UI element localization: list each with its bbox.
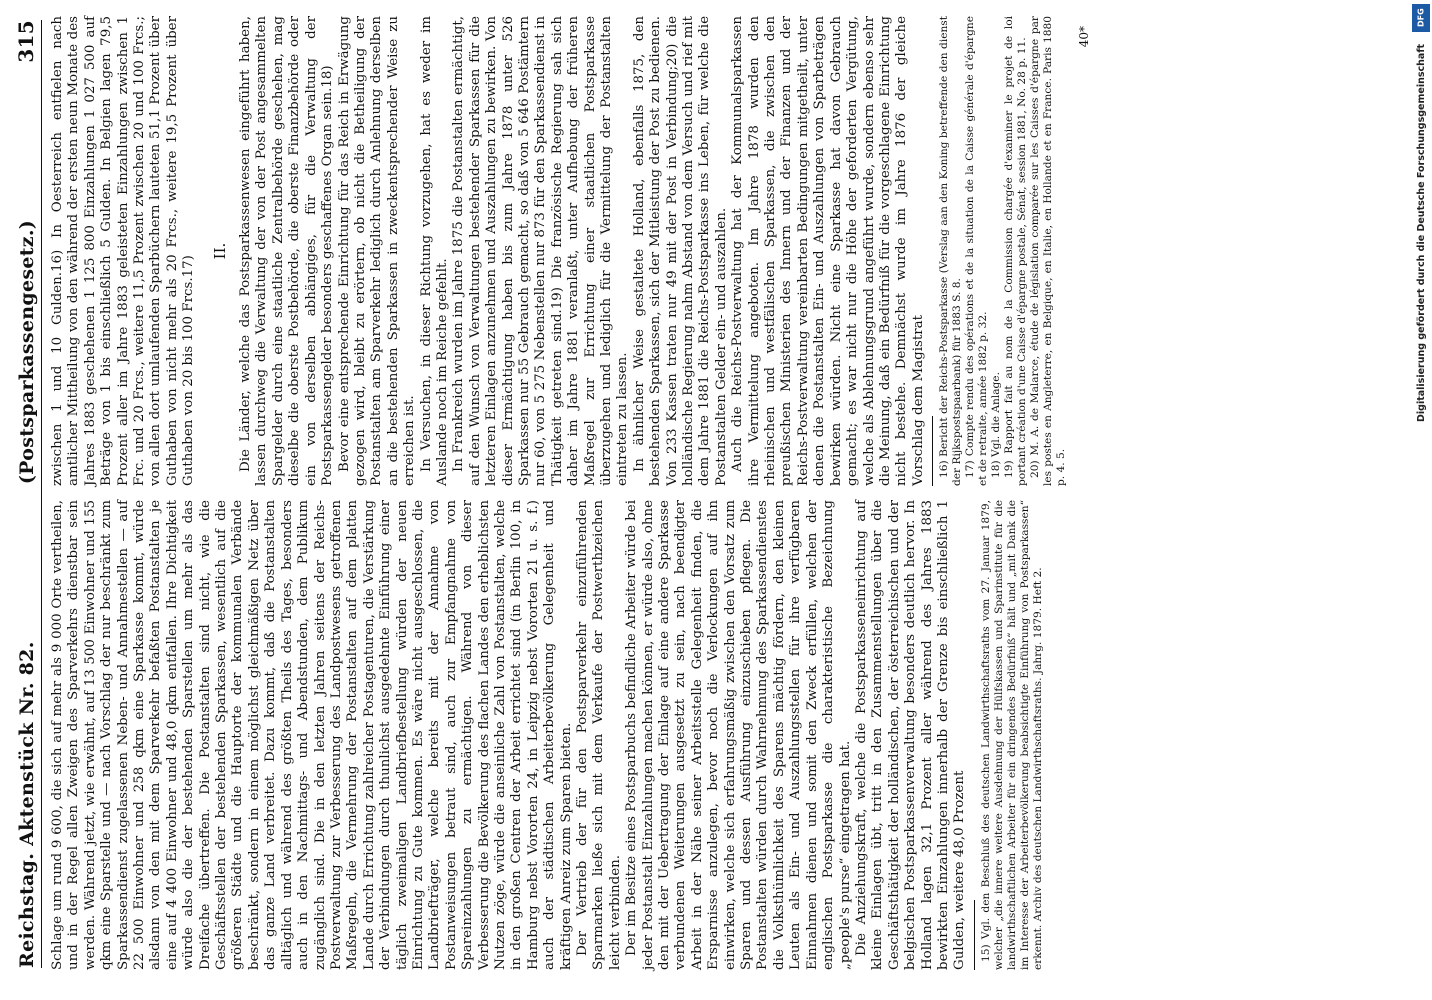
paragraph: Der Vertrieb der für den Postsparverkehr einzuführenden Sparmarken ließe sich mit dem Verkaufe der Postwerthzeichen leicht verbinden. [575, 500, 623, 970]
sheet-signature: 40* [1077, 26, 1092, 48]
footnote: 15) Vgl. den Beschluß des deutschen Landwirthschaftsraths vom 27. Januar 1879, welcher „die innere weitere Ausdehnung der Hülfskassen und Sparinstitute für die landwirthschaftlichen Arbeiter für ein dringendes Bedürfniß“ hält und „mit Dank die im Interesse der Arbeiterbevölkerung beabsichtigte Einführung von Postsparkassen“ erkennt. Archiv des deutschen Landwirthschaftsraths. Jahrg. 1879. Heft 2. [979, 500, 1044, 970]
header-left: Reichstag. Aktenstück Nr. 82. [16, 641, 38, 968]
footnote: 18) Vgl. die Anlage. [990, 372, 1003, 478]
paragraph: zwischen 1 und 10 Gulden.16) In Oesterreich entfielen nach amtlicher Mittheilung von den während der ersten neun Monate des Jahres 1883 geschehenen 1 125 800 Einzahlungen 1 027 500 auf Beträge von 1 bis einschließlich 5 Gulden. In Belgien lagen 79,5 Prozent aller im Jahre 1883 geleisteten Einzahlungen zwischen 1 Frc. und 20 Frcs., weitere 11,5 Prozent zwischen 20 und 100 Frcs.; von allen dort umlaufenden Sparbüchern lauteten 51,1 Prozent über Guthaben von nicht mehr als 20 Frcs., weitere 19,5 Prozent über Guthaben von 20 bis 100 Frcs.17) [50, 16, 197, 486]
paragraph: Bevor eine entsprechende Einrichtung für das Reich in Erwägung gezogen wird, bleibt zu erörtern, ob nicht die Betheiligung der Postanstalten am Sparverkehr lediglich durch Anlehnung derselben an die bestehenden Sparkassen in zweckentsprechender Weise zu erreichen ist. [336, 16, 418, 486]
page-number: 315 [14, 20, 38, 63]
text-columns [50, 16, 1093, 970]
footnote-rule [932, 416, 933, 486]
column-right [50, 16, 1093, 486]
footnote: 19) Rapport fait au nom de la Commission chargée d'examiner le projet de loi portant création d'une Caisse d'épargne postale, Sénat, session 1881, No. 28 p. 11. [1003, 16, 1029, 486]
footnotes-right [938, 16, 1068, 486]
dfg-logo: DFG [1412, 4, 1430, 32]
paragraph: In Frankreich wurden im Jahre 1875 die Postanstalten ermächtigt, auf den Wunsch von Verwaltungen bestehender Sparkassen für die letzteren Einlagen anzunehmen und Auszahlungen zu bewirken. Von dieser Ermächtigung haben bis zum Jahre 1878 unter 526 Sparkassen nur 55 Gebrauch gemacht, so daß von 5 646 Postämtern nur 60, von 5 275 Nebenstellen nur 873 für den Sparkassendienst in Thätigkeit getreten sind.19) Die französische Regierung sah sich daher im Jahre 1881 veranlaßt, unter Aufhebung der früheren Maßregel zur Errichtung einer staatlichen Postsparkasse überzugehen und lediglich für die Vermittelung der Postanstalten eintreten zu lassen. [451, 16, 631, 486]
page-header [14, 20, 42, 968]
paragraph: Schlage um rund 9 600, die sich auf mehr als 9 000 Orte vertheilen, und in der Regel allen Zweigen des Sparverkehrs dienstbar sein werden. Während jetzt, wie erwähnt, auf 13 500 Einwohner und 155 qkm eine Sparstelle und — nach Vorschlag der nur beschränkt zum Sparkassendienst zugelassenen Neben- und Annahmestellen — auf 22 500 Einwohner und 258 qkm eine Sparkasse kommt, würde alsdann von den mit dem Sparverkehr befaßten Postanstalten je eine auf 4 400 Einwohner und 48,0 qkm entfallen. Ihre Dichtigkeit würde also die der bestehenden Sparstellen um mehr als das Dreifache übertreffen. Die Postanstalten sind nicht, wie die Geschäftsstellen der bestehenden Sparkassen, wesentlich auf die größeren Städte und die Hauptorte der kommunalen Verbände beschränkt, sondern in einem möglichst gleichmäßigen Netz über das ganze Land verbreitet. Dazu kommt, daß die Postanstalten alltäglich und während des größten Theils des Tages, besonders auch in den Nachmittags- und Abendstunden, dem Publikum zugänglich sind. Die in den letzten Jahren seitens der Reichs-Postverwaltung zur Verbesserung des Landpostwesens getroffenen Maßregeln, die Vermehrung der Postanstalten auf dem platten Lande durch Errichtung zahlreicher Postagenturen, die Verstärkung der Verbindungen durch thunlichst ausgedehnte Einführung einer täglich zweimaligen Landbriefbestellung würden der neuen Einrichtung zu Gute kommen. Es wäre nicht ausgeschlossen, die Landbriefträger, welche bereits mit der Annahme von Postanweisungen betraut sind, auch zur Empfangnahme von Spareinzahlungen zu ermächtigen. Während von dieser Verbesserung die Bevölkerung des flachen Landes den erheblichsten Nutzen zöge, würde die anseinliche Zahl von Postanstalten, welche in den großen Centren der Arbeit errichtet sind (in Berlin 100, in Hamburg nebst Vororten 24, in Leipzig nebst Vororten 21 u. s. f.) auch der städtischen Arbeiterbevölkerung Gelegenheit und kräftigen Anreiz zum Sparen bieten. [50, 500, 574, 970]
paragraph: Die Länder, welche das Postsparkassenwesen eingeführt haben, lassen durchweg die Verwaltung der von der Post angesammelten Spargelder durch eine staatliche Zentralbehörde geschehen, mag dieselbe die oberste Postbehörde, die oberste Finanzbehörde oder ein von derselben abhängiges, für die Verwaltung der Postsparkassengelder besonders geschaffenes Organ sein.18) [238, 16, 336, 486]
paragraph: Auch die Reichs-Postverwaltung hat der Kommunalsparkassen ihre Vermittelung angeboten. Im Jahre 1878 wurden den rheinischen und westfälischen Sparkassen, die zwischen den preußischen Ministerien des Innern und der Finanzen und der Reichs-Postverwaltung vereinbarten Bedingungen mitgetheilt, unter denen die Postanstalten Ein- und Auszahlungen von Sparbeträgen bewirken würden. Nicht eine Sparkasse hat davon Gebrauch gemacht; es war nicht nur die Höhe der geforderten Vergütung, welche als Ablehnungsgrund angeführt wurde, sondern ebenso sehr die Meinung, daß ein Bedürfniß für die vorgeschlagene Einrichtung nicht bestehe. Demnächst wurde im Jahre 1876 der gleiche Vorschlag dem Magistrat [730, 16, 926, 486]
column-left [50, 500, 1093, 970]
footnotes-left [980, 500, 1045, 970]
paragraph: In Versuchen, in dieser Richtung vorzugehen, hat es weder im Auslande noch im Reiche gefehlt. [418, 16, 450, 486]
paragraph: Die Anziehungskraft, welche die Postsparkasseneinrichtung auf kleine Einlagen übt, tritt in den Zusammenstellungen über die Geschäftsthätigkeit der holländischen, der österreichischen und der belgischen Postsparkassenverwaltung besonders deutlich hervor. In Holland lagen 32,1 Prozent aller während des Jahres 1883 bewirkten Einzahlungen innerhalb der Grenze bis einschließlich 1 Gulden, weitere 48,0 Prozent [853, 500, 968, 970]
footnote: 16) Bericht der Reichs-Postsparkasse (Verslag aan den Koning betreffende den dienst der Rijkspostspaarbank) für 1883 S. 8. [938, 16, 964, 486]
digitization-margin [1410, 0, 1432, 1000]
paragraph: In ähnlicher Weise gestaltete Holland, ebenfalls 1875, den bestehenden Sparkassen, sich der Mitleistung der Post zu bedienen. Von 233 Kassen traten nur 49 mit der Post in Verbindung;20) die holländische Regierung nahm Abstand von dem Versuch und rief mit dem Jahre 1881 die Reichs-Postsparkasse ins Leben, für welche die Postanstalten Gelder ein- und auszahlen. [631, 16, 729, 486]
footnote: 17) Compte rendu des opérations et de la situation de la Caisse générale d'épargne et de retraite, année 1882 p. 32. [964, 16, 990, 486]
section-heading: II. [210, 242, 229, 260]
footnote: 20) M. A. de Malarce, étude de législation comparée sur les Caisses d'épargne par les postes en Angleterre, en Belgique, en Italie, en Hollande et en France. Paris 1880 p. 4. 5. [1029, 16, 1068, 486]
paragraph: Der im Besitze eines Postsparbuchs befindliche Arbeiter würde bei jeder Postanstalt Einzahlungen machen können, er würde also, ohne den mit der Uebertragung der Einlage auf eine andere Sparkasse verbundenen Weiterungen ausgesetzt zu sein, nach beendigter Arbeit in der Nähe seiner Arbeitsstelle Gelegenheit finden, die Ersparnisse anzulegen, bevor noch die Verlockungen auf ihn einwirken, welche sich erfahrungsmäßig zwischen den Vorsatz zum Sparen und dessen Ausführung einzuschieben pflegen. Die Postanstalten würden durch Wahrnehmung des Sparkassendienstes die Volksthümlichkeit des Sparens mächtig fördern, den kleinen Leuten als Ein- und Auszahlungsstellen für ihre verfügbaren Einnahmen dienen und somit den Zweck erfüllen, welchen der englischen Postsparkasse die charakteristische Bezeichnung „people's purse“ eingetragen hat. [624, 500, 853, 970]
footnote-rule [974, 900, 975, 970]
digitization-credit: Digitalisierung gefördert durch die Deutsche Forschungsgemeinschaft [1415, 44, 1427, 422]
header-center: (Postsparkassengesetz.) [16, 219, 38, 485]
